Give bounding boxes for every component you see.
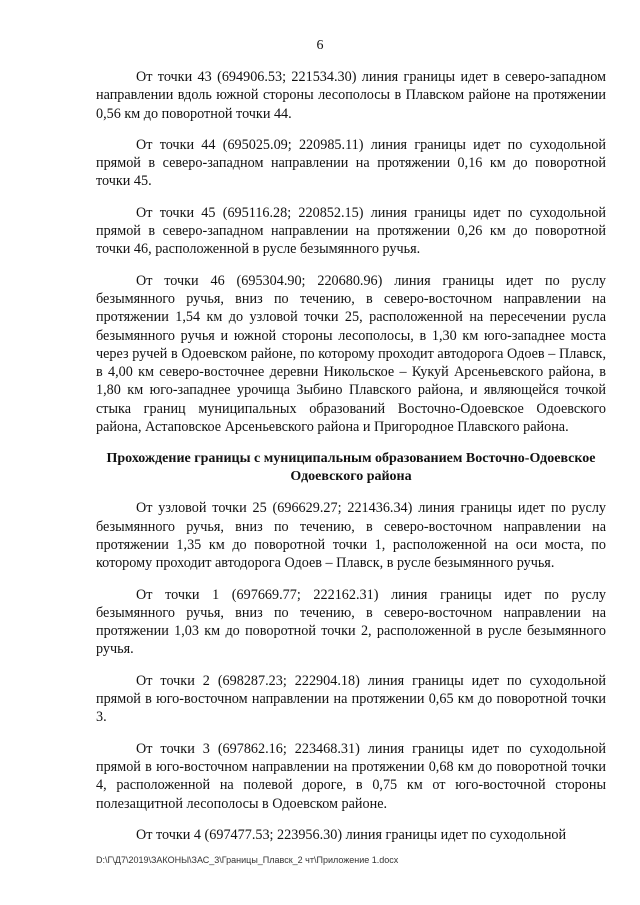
paragraph-point-4: От точки 4 (697477.53; 223956.30) линия границы идет по суходольной bbox=[136, 826, 567, 843]
paragraph-point-43: От точки 43 (694906.53; 221534.30) линия границы идет в северо-западном направлении вдоль южной стороны лесополосы в Плавском районе на протяжении 0,56 км до поворотной точки 44. bbox=[96, 69, 606, 122]
paragraph-point-2: От точки 2 (698287.23; 222904.18) линия границы идет по суходольной прямой в юго-восточном направлении на протяжении 0,65 км до поворотной точки 3. bbox=[96, 672, 606, 726]
paragraph-point-1: От точки 1 (697669.77; 222162.31) линия границы идет по руслу безымянного ручья, вниз по течению, в северо-восточном направлении на протяжении 1,03 км до поворотной точки 2, расположенной в русле безымянного ручья. bbox=[96, 586, 606, 658]
section-heading: Прохождение границы с муниципальным образованием Восточно-Одоевское Одоевского района bbox=[106, 451, 596, 485]
paragraph-node-25: От узловой точки 25 (696629.27; 221436.34) линия границы идет по руслу безымянного ручья, вниз по течению, в северо-восточном направлении на протяжении 1,35 км до поворотной точки 1, расположенной на оси моста, по которому проходит автодорога Одоев – Плавск, в русле безымянного ручья. bbox=[96, 500, 606, 572]
footer-file-path: D:\Г\Д7\2019\ЗАКОНЫ\ЗАС_3\Границы_Плавск_2 чт\Приложение 1.docx bbox=[96, 855, 399, 865]
paragraph-point-3: От точки 3 (697862.16; 223468.31) линия границы идет по суходольной прямой в юго-восточном направлении на протяжении 0,68 км до поворотной точки 4, расположенной на полевой дороге, в 0,75 км от юго-восточной стороны полезащитной лесополосы в Одоевском районе. bbox=[96, 740, 606, 812]
paragraph-point-44: От точки 44 (695025.09; 220985.11) линия границы идет по суходольной прямой в северо-западном направлении на протяжении 0,16 км до поворотной точки 45. bbox=[96, 136, 606, 190]
document-body bbox=[96, 68, 606, 857]
paragraph-point-46: От точки 46 (695304.90; 220680.96) линия границы идет по руслу безымянного ручья, вниз по течению, в северо-восточном направлении на протяжении 1,54 км до узловой точки 25, расположенной на пересечении русла безымянного ручья и южной стороны лесополосы, в 1,30 км юго-западнее моста через ручей в Одоевском районе, по которому проходит автодорога Одоев – Плавск, в 4,00 км северо-восточнее деревни Никольское – Кукуй Арсеньевского района, в 1,80 км юго-западнее урочища Зыбино Плавского района, и являющейся точкой стыка границ муниципальных образований Восточно-Одоевское Одоевского района, Астаповское Арсеньевского района и Пригородное Плавского района. bbox=[96, 272, 606, 436]
page-number: 6 bbox=[316, 38, 324, 53]
paragraph-point-45: От точки 45 (695116.28; 220852.15) линия границы идет по суходольной прямой в северо-западном направлении на протяжении 0,26 км до поворотной точки 46, расположенной в русле безымянного ручья. bbox=[96, 204, 606, 258]
